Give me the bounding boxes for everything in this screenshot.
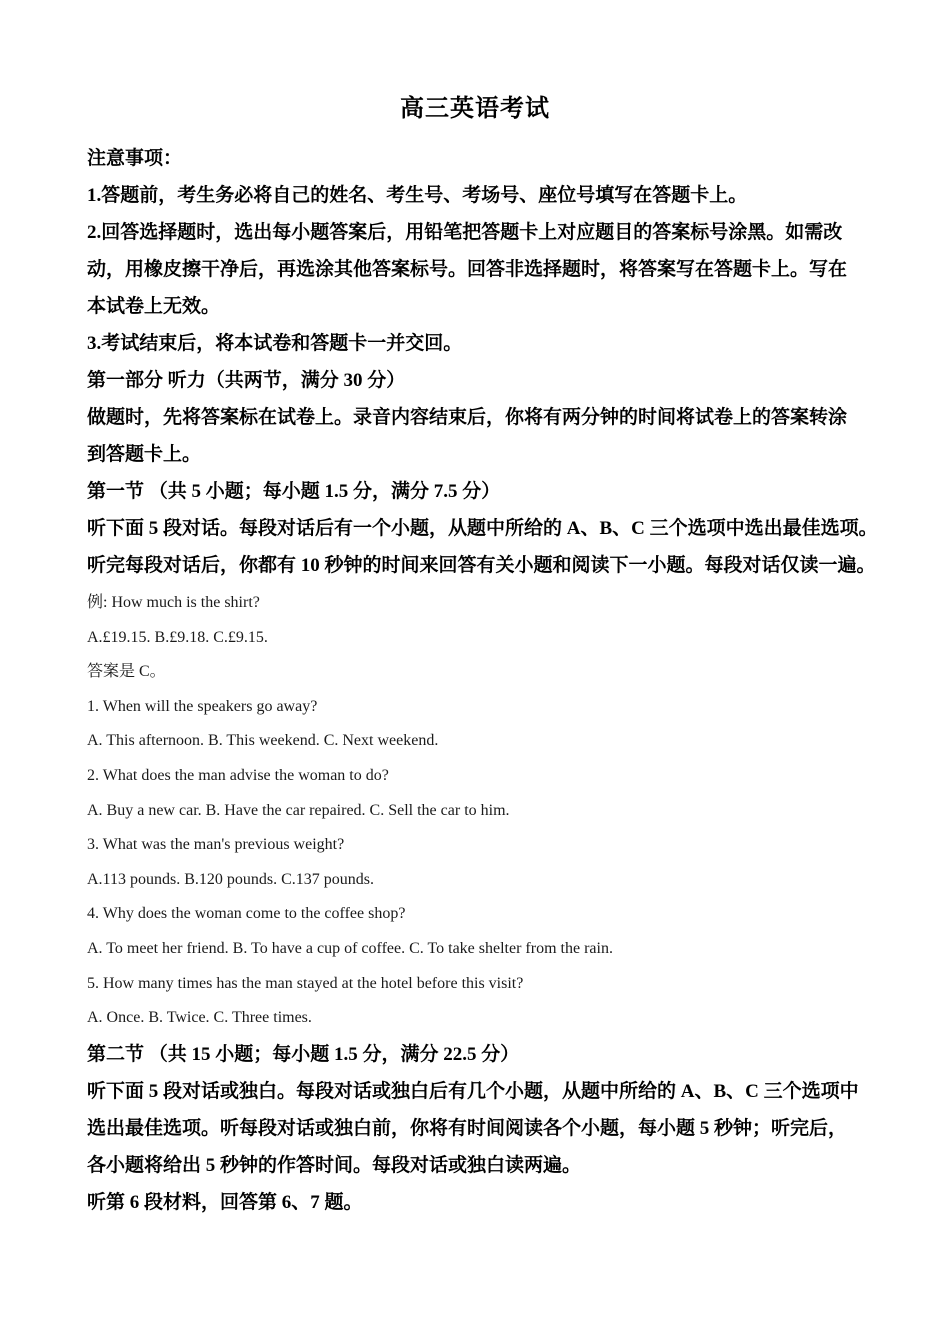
section1-instruction: 听下面 5 段对话。每段对话后有一个小题，从题中所给的 A、B、C 三个选项中选出最佳选项。	[87, 518, 878, 539]
question-options: A. Once. B. Twice. C. Three times.	[87, 1009, 312, 1027]
notice-line: 3.考试结束后，将本试卷和答题卡一并交回。	[87, 333, 463, 354]
material-heading: 听第 6 段材料，回答第 6、7 题。	[87, 1191, 363, 1213]
example-answer: 答案是 C。	[87, 663, 166, 681]
example-options: A.£19.15. B.£9.18. C.£9.15.	[87, 628, 268, 646]
notice-heading: 注意事项：	[87, 148, 183, 169]
question-text: 4. Why does the woman come to the coffee shop?	[87, 905, 406, 923]
page-title: 高三英语考试	[400, 96, 550, 122]
section2-instruction: 选出最佳选项。听每段对话或独白前，你将有时间阅读各个小题，每小题 5 秒钟；听完后，	[87, 1117, 848, 1139]
section2-instruction: 各小题将给出 5 秒钟的作答时间。每段对话或独白读两遍。	[87, 1154, 582, 1176]
question-text: 2. What does the man advise the woman to do?	[87, 766, 389, 784]
notice-line: 2.回答选择题时，选出每小题答案后，用铅笔把答题卡上对应题目的答案标号涂黑。如需改	[87, 222, 843, 243]
question-text: 5. How many times has the man stayed at the hotel before this visit?	[87, 974, 524, 992]
section1-heading: 第一节 （共 5 小题；每小题 1.5 分，满分 7.5 分）	[87, 481, 501, 502]
exam-content	[87, 140, 887, 1221]
notice-line: 本试卷上无效。	[87, 296, 221, 317]
notice-line: 1.答题前，考生务必将自己的姓名、考生号、考场号、座位号填写在答题卡上。	[87, 185, 748, 206]
question-options: A. Buy a new car. B. Have the car repaired. C. Sell the car to him.	[87, 801, 510, 819]
question-options: A. To meet her friend. B. To have a cup of coffee. C. To take shelter from the rain.	[87, 939, 613, 957]
part1-heading: 第一部分 听力（共两节，满分 30 分）	[87, 370, 406, 391]
section2-instruction: 听下面 5 段对话或独白。每段对话或独白后有几个小题，从题中所给的 A、B、C 三个选项中	[87, 1080, 859, 1102]
question-text: 1. When will the speakers go away?	[87, 697, 318, 715]
question-options: A.113 pounds. B.120 pounds. C.137 pounds.	[87, 870, 374, 888]
notice-line: 动，用橡皮擦干净后，再选涂其他答案标号。回答非选择题时，将答案写在答题卡上。写在	[87, 259, 848, 280]
question-options: A. This afternoon. B. This weekend. C. Next weekend.	[87, 732, 439, 750]
section1-instruction: 听完每段对话后，你都有 10 秒钟的时间来回答有关小题和阅读下一小题。每段对话仅读一遍。	[87, 555, 876, 576]
section2-heading: 第二节 （共 15 小题；每小题 1.5 分，满分 22.5 分）	[87, 1043, 520, 1065]
question-text: 3. What was the man's previous weight?	[87, 836, 345, 854]
part1-instruction: 做题时，先将答案标在试卷上。录音内容结束后，你将有两分钟的时间将试卷上的答案转涂	[87, 407, 848, 428]
example-question: 例: How much is the shirt?	[87, 594, 260, 611]
part1-instruction: 到答题卡上。	[87, 444, 202, 465]
